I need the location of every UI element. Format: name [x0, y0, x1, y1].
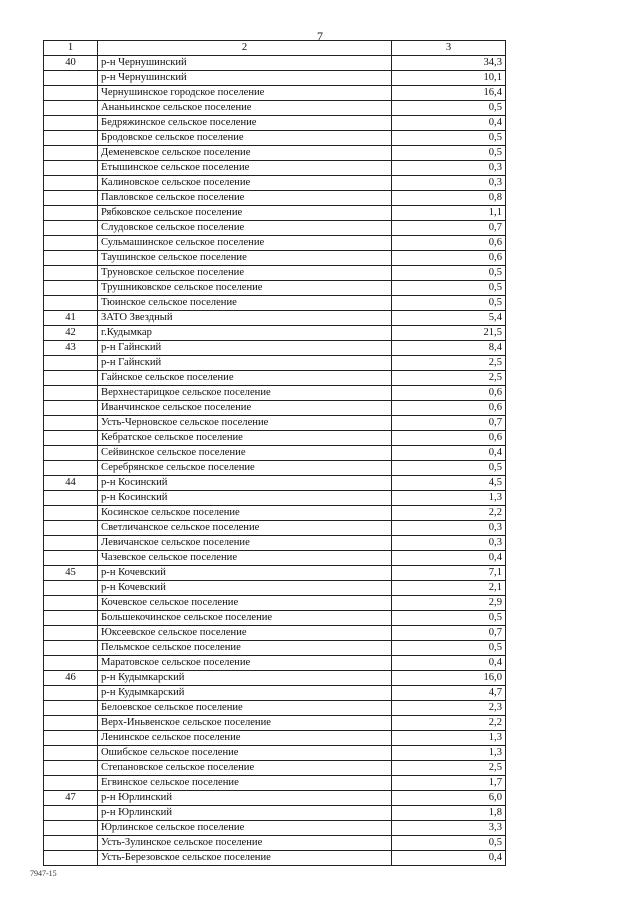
settlement-name-cell: Рябковское сельское поселение	[98, 206, 392, 221]
row-number-cell	[44, 776, 98, 791]
settlement-name-cell: Белоевское сельское поселение	[98, 701, 392, 716]
table-row	[44, 551, 506, 566]
column-header-3: 3	[392, 41, 506, 56]
value-cell: 0,6	[392, 251, 506, 266]
settlement-name-cell: Ленинское сельское поселение	[98, 731, 392, 746]
table-row	[44, 476, 506, 491]
row-number-cell: 44	[44, 476, 98, 491]
table-row	[44, 86, 506, 101]
settlement-name-cell: Таушинское сельское поселение	[98, 251, 392, 266]
table-row	[44, 431, 506, 446]
table-row	[44, 716, 506, 731]
table-row	[44, 326, 506, 341]
table-row	[44, 521, 506, 536]
row-number-cell	[44, 266, 98, 281]
table-row	[44, 821, 506, 836]
row-number-cell	[44, 461, 98, 476]
value-cell: 1,7	[392, 776, 506, 791]
settlement-name-cell: Деменевское сельское поселение	[98, 146, 392, 161]
settlement-name-cell: Бедряжинское сельское поселение	[98, 116, 392, 131]
table-row	[44, 686, 506, 701]
settlement-name-cell: Павловское сельское поселение	[98, 191, 392, 206]
settlement-name-cell: Егвинское сельское поселение	[98, 776, 392, 791]
value-cell: 8,4	[392, 341, 506, 356]
table-row	[44, 506, 506, 521]
settlement-name-cell: Кочевское сельское поселение	[98, 596, 392, 611]
value-cell: 0,5	[392, 836, 506, 851]
settlement-name-cell: Кебратское сельское поселение	[98, 431, 392, 446]
data-table	[43, 40, 506, 866]
value-cell: 0,3	[392, 176, 506, 191]
row-number-cell	[44, 371, 98, 386]
value-cell: 0,5	[392, 641, 506, 656]
settlement-name-cell: Верх-Иньвенское сельское поселение	[98, 716, 392, 731]
value-cell: 0,5	[392, 461, 506, 476]
row-number-cell	[44, 641, 98, 656]
value-cell: 7,1	[392, 566, 506, 581]
value-cell: 0,5	[392, 281, 506, 296]
settlement-name-cell: р-н Косинский	[98, 491, 392, 506]
column-header-1: 1	[44, 41, 98, 56]
settlement-name-cell: р-н Кочевский	[98, 581, 392, 596]
value-cell: 2,5	[392, 761, 506, 776]
table-row	[44, 146, 506, 161]
settlement-name-cell: Чазевское сельское поселение	[98, 551, 392, 566]
settlement-name-cell: Косинское сельское поселение	[98, 506, 392, 521]
table-body	[44, 56, 506, 866]
row-number-cell	[44, 446, 98, 461]
row-number-cell	[44, 656, 98, 671]
value-cell: 5,4	[392, 311, 506, 326]
document-code: 7947-15	[30, 869, 57, 878]
table-row	[44, 851, 506, 866]
table-row	[44, 386, 506, 401]
value-cell: 4,5	[392, 476, 506, 491]
value-cell: 10,1	[392, 71, 506, 86]
row-number-cell	[44, 491, 98, 506]
settlement-name-cell: Усть-Зулинское сельское поселение	[98, 836, 392, 851]
value-cell: 0,5	[392, 266, 506, 281]
value-cell: 0,7	[392, 221, 506, 236]
row-number-cell	[44, 626, 98, 641]
row-number-cell	[44, 71, 98, 86]
settlement-name-cell: Серебрянское сельское поселение	[98, 461, 392, 476]
settlement-name-cell: Трушниковское сельское поселение	[98, 281, 392, 296]
value-cell: 2,1	[392, 581, 506, 596]
settlement-name-cell: Юрлинское сельское поселение	[98, 821, 392, 836]
value-cell: 1,3	[392, 491, 506, 506]
table-header-row	[44, 41, 506, 56]
settlement-name-cell: Верхнестарицкое сельское поселение	[98, 386, 392, 401]
row-number-cell	[44, 191, 98, 206]
row-number-cell	[44, 386, 98, 401]
table-row	[44, 236, 506, 251]
row-number-cell	[44, 236, 98, 251]
row-number-cell	[44, 401, 98, 416]
value-cell: 34,3	[392, 56, 506, 71]
row-number-cell	[44, 581, 98, 596]
table-row	[44, 671, 506, 686]
row-number-cell	[44, 851, 98, 866]
table-row	[44, 611, 506, 626]
value-cell: 2,9	[392, 596, 506, 611]
row-number-cell	[44, 146, 98, 161]
value-cell: 21,5	[392, 326, 506, 341]
value-cell: 0,5	[392, 611, 506, 626]
settlement-name-cell: Чернушинское городское поселение	[98, 86, 392, 101]
table-row	[44, 701, 506, 716]
value-cell: 1,3	[392, 746, 506, 761]
value-cell: 0,7	[392, 416, 506, 431]
row-number-cell	[44, 551, 98, 566]
row-number-cell	[44, 116, 98, 131]
row-number-cell: 47	[44, 791, 98, 806]
row-number-cell: 41	[44, 311, 98, 326]
value-cell: 0,4	[392, 551, 506, 566]
row-number-cell	[44, 521, 98, 536]
table-row	[44, 71, 506, 86]
row-number-cell	[44, 536, 98, 551]
table-row	[44, 491, 506, 506]
row-number-cell: 43	[44, 341, 98, 356]
settlement-name-cell: Гайнское сельское поселение	[98, 371, 392, 386]
settlement-name-cell: Труновское сельское поселение	[98, 266, 392, 281]
value-cell: 3,3	[392, 821, 506, 836]
table-row	[44, 116, 506, 131]
table-row	[44, 131, 506, 146]
value-cell: 0,6	[392, 236, 506, 251]
row-number-cell	[44, 221, 98, 236]
value-cell: 6,0	[392, 791, 506, 806]
row-number-cell: 46	[44, 671, 98, 686]
settlement-name-cell: Етышинское сельское поселение	[98, 161, 392, 176]
settlement-name-cell: ЗАТО Звездный	[98, 311, 392, 326]
row-number-cell	[44, 281, 98, 296]
settlement-name-cell: р-н Гайнский	[98, 341, 392, 356]
value-cell: 0,5	[392, 296, 506, 311]
value-cell: 0,8	[392, 191, 506, 206]
table-row	[44, 746, 506, 761]
table-row	[44, 626, 506, 641]
row-number-cell	[44, 701, 98, 716]
row-number-cell	[44, 731, 98, 746]
value-cell: 0,7	[392, 626, 506, 641]
settlement-name-cell: р-н Косинский	[98, 476, 392, 491]
settlement-name-cell: Сейвинское сельское поселение	[98, 446, 392, 461]
row-number-cell	[44, 131, 98, 146]
settlement-name-cell: р-н Кудымкарский	[98, 686, 392, 701]
settlement-name-cell: Большекочинское сельское поселение	[98, 611, 392, 626]
table-row	[44, 281, 506, 296]
table-row	[44, 791, 506, 806]
row-number-cell	[44, 596, 98, 611]
value-cell: 1,8	[392, 806, 506, 821]
settlement-name-cell: Ошибское сельское поселение	[98, 746, 392, 761]
settlement-name-cell: Маратовское сельское поселение	[98, 656, 392, 671]
settlement-name-cell: Юксеевское сельское поселение	[98, 626, 392, 641]
settlement-name-cell: Светличанское сельское поселение	[98, 521, 392, 536]
settlement-name-cell: р-н Гайнский	[98, 356, 392, 371]
table-row	[44, 296, 506, 311]
settlement-name-cell: Сульмашинское сельское поселение	[98, 236, 392, 251]
value-cell: 2,5	[392, 371, 506, 386]
table-row	[44, 731, 506, 746]
row-number-cell	[44, 161, 98, 176]
row-number-cell	[44, 821, 98, 836]
settlement-name-cell: г.Кудымкар	[98, 326, 392, 341]
value-cell: 0,5	[392, 101, 506, 116]
row-number-cell	[44, 836, 98, 851]
row-number-cell	[44, 431, 98, 446]
table-row	[44, 191, 506, 206]
table-row	[44, 221, 506, 236]
settlement-name-cell: Левичанское сельское поселение	[98, 536, 392, 551]
value-cell: 0,5	[392, 146, 506, 161]
value-cell: 0,3	[392, 161, 506, 176]
row-number-cell	[44, 86, 98, 101]
row-number-cell	[44, 746, 98, 761]
row-number-cell	[44, 296, 98, 311]
table-row	[44, 446, 506, 461]
value-cell: 2,2	[392, 506, 506, 521]
value-cell: 0,6	[392, 386, 506, 401]
row-number-cell	[44, 686, 98, 701]
settlement-name-cell: р-н Чернушинский	[98, 71, 392, 86]
row-number-cell	[44, 806, 98, 821]
settlement-name-cell: р-н Юрлинский	[98, 791, 392, 806]
row-number-cell: 45	[44, 566, 98, 581]
value-cell: 2,3	[392, 701, 506, 716]
value-cell: 0,4	[392, 656, 506, 671]
settlement-name-cell: р-н Юрлинский	[98, 806, 392, 821]
row-number-cell: 42	[44, 326, 98, 341]
value-cell: 0,3	[392, 536, 506, 551]
table-row	[44, 401, 506, 416]
table-row	[44, 371, 506, 386]
table-row	[44, 536, 506, 551]
row-number-cell	[44, 101, 98, 116]
value-cell: 0,6	[392, 431, 506, 446]
row-number-cell	[44, 176, 98, 191]
column-header-2: 2	[98, 41, 392, 56]
page-number: 7	[317, 29, 323, 43]
table-row	[44, 101, 506, 116]
settlement-name-cell: р-н Чернушинский	[98, 56, 392, 71]
settlement-name-cell: р-н Кочевский	[98, 566, 392, 581]
value-cell: 0,3	[392, 521, 506, 536]
value-cell: 1,1	[392, 206, 506, 221]
settlement-name-cell: Степановское сельское поселение	[98, 761, 392, 776]
table-row	[44, 761, 506, 776]
value-cell: 4,7	[392, 686, 506, 701]
row-number-cell	[44, 716, 98, 731]
table-row	[44, 56, 506, 71]
value-cell: 0,4	[392, 116, 506, 131]
settlement-name-cell: Калиновское сельское поселение	[98, 176, 392, 191]
table-row	[44, 656, 506, 671]
table-row	[44, 251, 506, 266]
table-row	[44, 641, 506, 656]
table-row	[44, 161, 506, 176]
row-number-cell	[44, 251, 98, 266]
table-row	[44, 566, 506, 581]
value-cell: 0,6	[392, 401, 506, 416]
value-cell: 16,0	[392, 671, 506, 686]
value-cell: 2,5	[392, 356, 506, 371]
table-row	[44, 416, 506, 431]
value-cell: 2,2	[392, 716, 506, 731]
settlement-name-cell: Усть-Черновское сельское поселение	[98, 416, 392, 431]
value-cell: 16,4	[392, 86, 506, 101]
value-cell: 0,4	[392, 446, 506, 461]
value-cell: 0,4	[392, 851, 506, 866]
table-row	[44, 581, 506, 596]
value-cell: 0,5	[392, 131, 506, 146]
table-row	[44, 176, 506, 191]
table-row	[44, 596, 506, 611]
row-number-cell	[44, 206, 98, 221]
row-number-cell	[44, 611, 98, 626]
settlement-name-cell: Слудовское сельское поселение	[98, 221, 392, 236]
table-row	[44, 806, 506, 821]
settlement-name-cell: Пельмское сельское поселение	[98, 641, 392, 656]
table-row	[44, 836, 506, 851]
table-row	[44, 356, 506, 371]
table-row	[44, 311, 506, 326]
row-number-cell	[44, 506, 98, 521]
settlement-name-cell: Усть-Березовское сельское поселение	[98, 851, 392, 866]
row-number-cell	[44, 416, 98, 431]
table-row	[44, 341, 506, 356]
table-row	[44, 206, 506, 221]
settlement-name-cell: Ананьинское сельское поселение	[98, 101, 392, 116]
table-row	[44, 776, 506, 791]
row-number-cell	[44, 356, 98, 371]
settlement-name-cell: р-н Кудымкарский	[98, 671, 392, 686]
settlement-name-cell: Тюинское сельское поселение	[98, 296, 392, 311]
row-number-cell	[44, 761, 98, 776]
settlement-name-cell: Иванчинское сельское поселение	[98, 401, 392, 416]
row-number-cell: 40	[44, 56, 98, 71]
table-row	[44, 461, 506, 476]
value-cell: 1,3	[392, 731, 506, 746]
table-row	[44, 266, 506, 281]
settlement-name-cell: Бродовское сельское поселение	[98, 131, 392, 146]
